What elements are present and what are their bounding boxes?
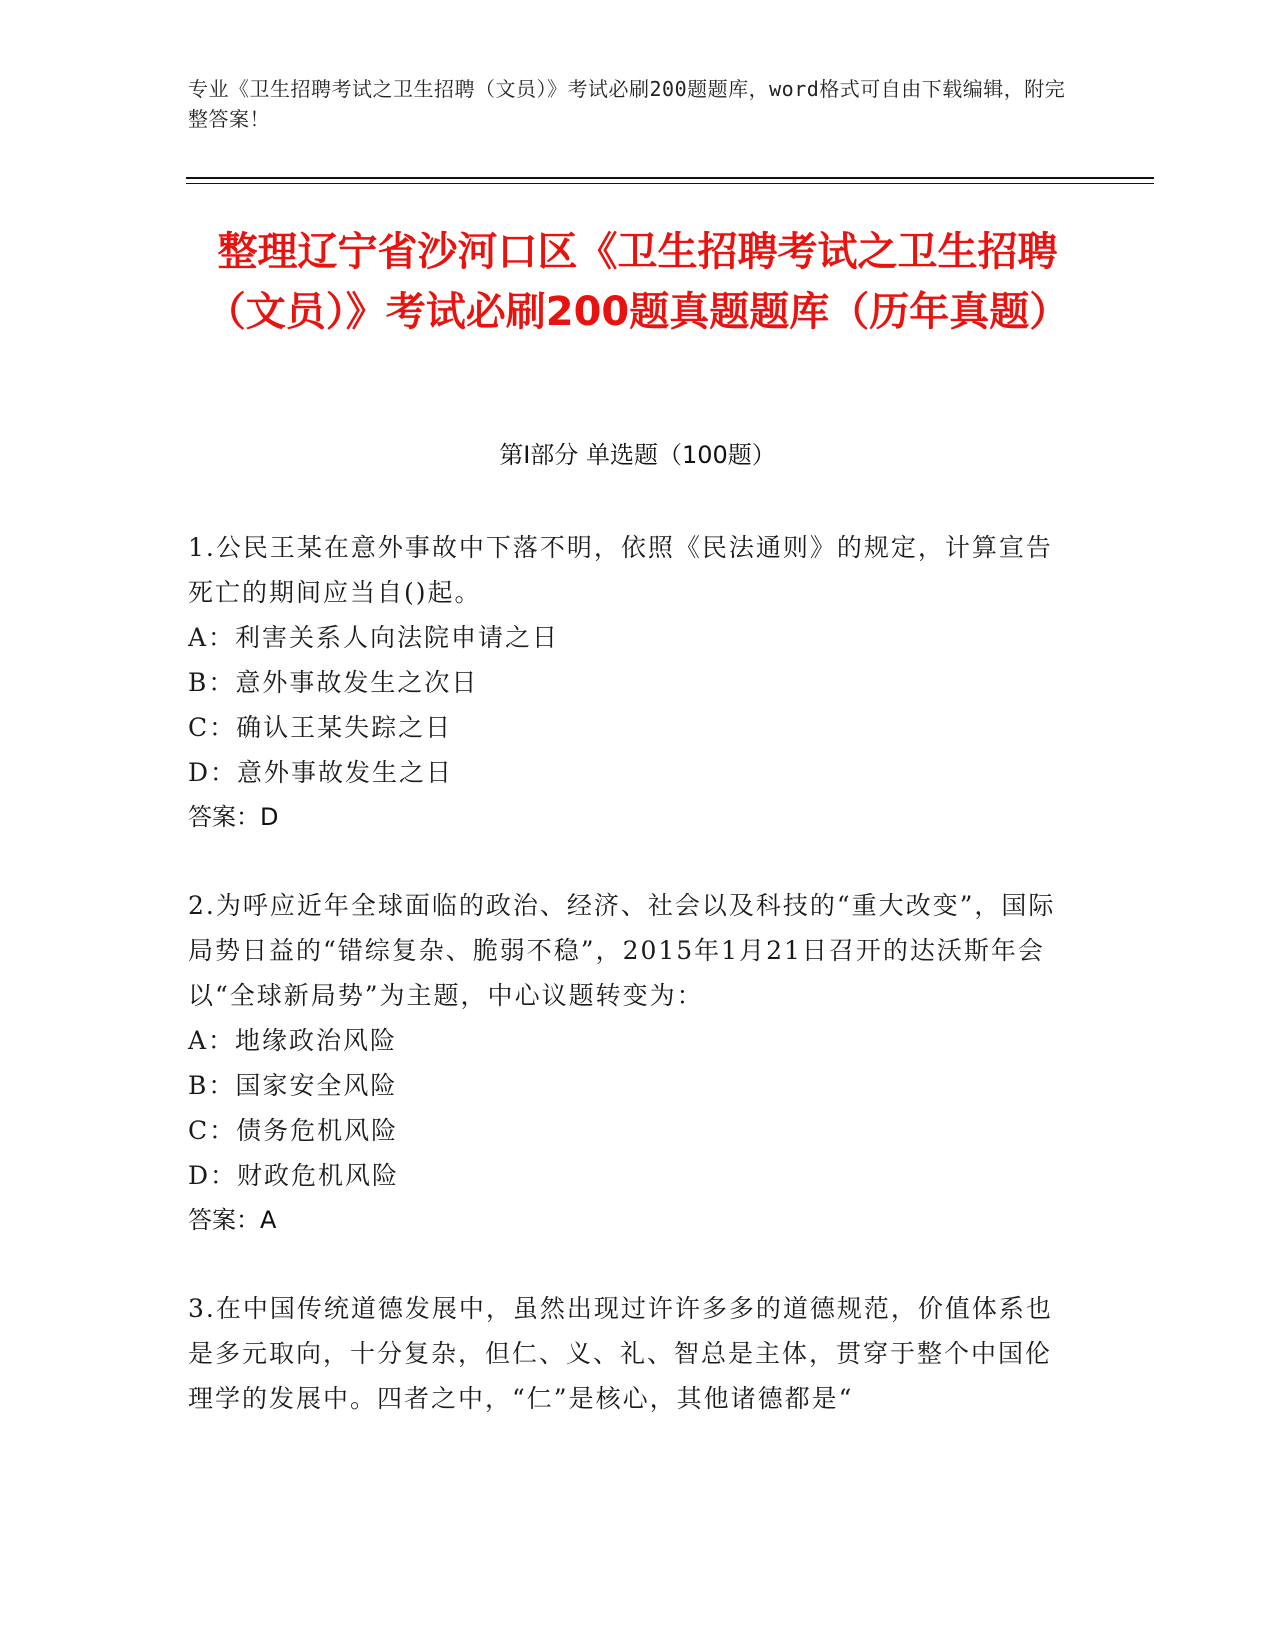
question-stem: 2.为呼应近年全球面临的政治、经济、社会以及科技的“重大改变”，国际局势日益的“错综复杂、脆弱不稳”，2015年1月21日召开的达沃斯年会以“全球新局势”为主题，中心议题转变为： — [188, 891, 1056, 1010]
option-b: B：国家安全风险 — [188, 1071, 398, 1100]
option-a: A：地缘政治风险 — [188, 1026, 398, 1055]
section-title: 第Ⅰ部分 单选题（100题） — [499, 441, 776, 469]
option-d: D：财政危机风险 — [188, 1161, 400, 1190]
option-a: A：利害关系人向法院申请之日 — [188, 623, 560, 652]
header-divider-thick — [186, 177, 1154, 179]
question-2 — [188, 883, 1078, 1242]
answer: 答案：A — [188, 1206, 277, 1234]
document-title: 整理辽宁省沙河口区《卫生招聘考试之卫生招聘（文员）》考试必刷200题真题题库（历年真题） — [205, 229, 1070, 335]
question-3 — [188, 1286, 1078, 1421]
question-1 — [188, 525, 1078, 839]
answer: 答案：D — [188, 803, 279, 831]
option-d: D：意外事故发生之日 — [188, 758, 454, 787]
option-c: C：债务危机风险 — [188, 1116, 399, 1145]
question-stem: 1.公民王某在意外事故中下落不明，依照《民法通则》的规定，计算宣告死亡的期间应当自()起。 — [188, 533, 1053, 607]
question-list — [188, 525, 1078, 1465]
header-note: 专业《卫生招聘考试之卫生招聘（文员）》考试必刷200题题库，word格式可自由下载编辑，附完整答案！ — [188, 77, 1066, 131]
header-divider-thin — [186, 183, 1154, 184]
option-b: B：意外事故发生之次日 — [188, 668, 479, 697]
option-c: C：确认王某失踪之日 — [188, 713, 453, 742]
question-stem: 3.在中国传统道德发展中，虽然出现过许许多多的道德规范，价值体系也是多元取向，十分复杂，但仁、义、礼、智总是主体，贯穿于整个中国伦理学的发展中。四者之中，“仁”是核心，其他诸德都是“ — [188, 1294, 1053, 1413]
